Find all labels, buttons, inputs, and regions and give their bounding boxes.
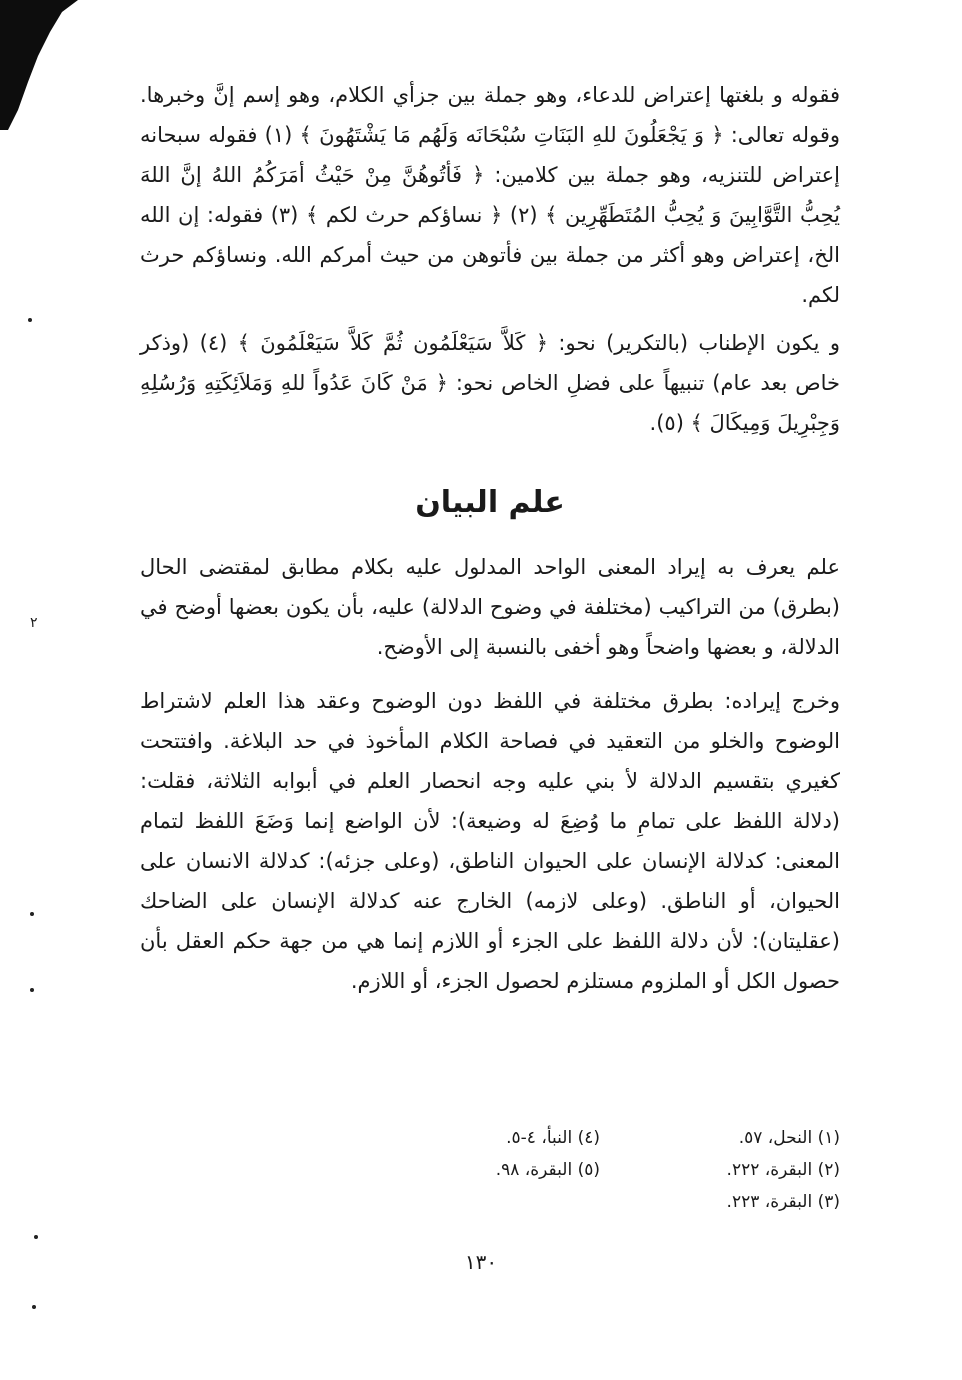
footnotes-right-column (600, 1122, 840, 1218)
page-body (140, 75, 840, 1001)
footnote: (٢) البقرة، ٢٢٢. (726, 1160, 840, 1180)
footnotes-left-column (360, 1122, 600, 1186)
footnote: (٤) النبأ، ٤-٥. (506, 1128, 600, 1148)
footnote: (٣) البقرة، ٢٢٣. (726, 1192, 840, 1212)
paragraph: وخرج إيراده: بطرق مختلفة في اللفظ دون الوضوح وعقد هذا العلم لاشتراط الوضوح والخلو من التعقيد في فصاحة الكلام المأخوذ في حد البلاغة. وافتتحت كغيري بتقسيم الدلالة لأ بني عليه وجه انحصار العلم في أبوابه الثلاثة، فقلت: (دلالة اللفظ على تمامِ ما وُضِعَ له وضيعة): لأن الواضع إنما وَضَعَ اللفظ لتمام المعنى: كدلالة الإنسان على الحيوان الناطق، (وعلى جزئه): كدلالة الانسان على الحيوان، أو الناطق. (وعلى لازمه) الخارج عنه كدلالة الإنسان على الضاحك (عقليتان): لأن دلالة اللفظ على الجزء أو اللازم إنما هي من جهة حكم العقل بأن حصول الكل أو الملزوم مستلزم لحصول الجزء، أو اللازم. (140, 689, 840, 993)
footnotes (360, 1122, 840, 1218)
page-number: ١٣٠ (464, 1250, 498, 1274)
scan-speck (30, 912, 34, 916)
scan-speck (32, 1305, 36, 1309)
scan-speck (34, 1235, 38, 1239)
scan-speck (30, 988, 34, 992)
paragraph: علم يعرف به إيراد المعنى الواحد المدلول عليه بكلام مطابق لمقتضى الحال (بطرق) من التراكيب (مختلفة في وضوح الدلالة) عليه، بأن يكون بعضها أوضح في الدلالة، و بعضها واضحاً وهو أخفى بالنسبة إلى الأوضح. (140, 555, 840, 659)
paragraph: فقوله و بلغتها إعتراض للدعاء، وهو جملة بين جزأي الكلام، وهو إسم إنَّ وخبرها. وقوله تعالى: ﴿ وَ يَجْعَلُونَ للهِ البَنَاتِ سُبْحَانَه وَلَهُم مَا يَشْتَهُونَ ﴾ (١) فقوله سبحانه إعتراض للتنزيه، وهو جملة بين كلامين: ﴿ فَأتُوهُنَّ مِنْ حَيْثُ أمَرَكُمُ اللهُ إنَّ اللهَ يُحِبُّ التَّوَّابِينَ وَ يُحِبُّ المُتَطَهِّرِين ﴾ (٢) ﴿ نساؤكم حرث لكم ﴾ (٣) فقوله: إن الله الخ، إعتراض وهو أكثر من جملة بين فأتوهن من حيث أمركم الله. ونساؤكم حرث لكم. (140, 83, 840, 307)
margin-mark: ٢ (30, 615, 38, 631)
footnote: (٥) البقرة، ٩٨. (495, 1160, 600, 1180)
section-heading: علم البيان (415, 485, 565, 520)
scan-speck (28, 318, 32, 322)
footnote: (١) النحل، ٥٧. (738, 1128, 840, 1148)
scan-shadow-corner (0, 0, 80, 130)
paragraph: و يكون الإطناب (بالتكرير) نحو: ﴿ كَلاَّ سَيَعْلَمُون ثُمَّ كَلاَّ سَيَعْلَمُونَ ﴾ (٤) (وذكر خاص بعد عام) تنبيهاً على فضلِ الخاص نحو: ﴿ مَنْ كَانَ عَدُواً للهِ وَمَلاَئِكَتِهِ وَرُسُلِهِ وَجِبْرِيلَ وَمِيكَالَ ﴾ (٥). (140, 331, 840, 435)
